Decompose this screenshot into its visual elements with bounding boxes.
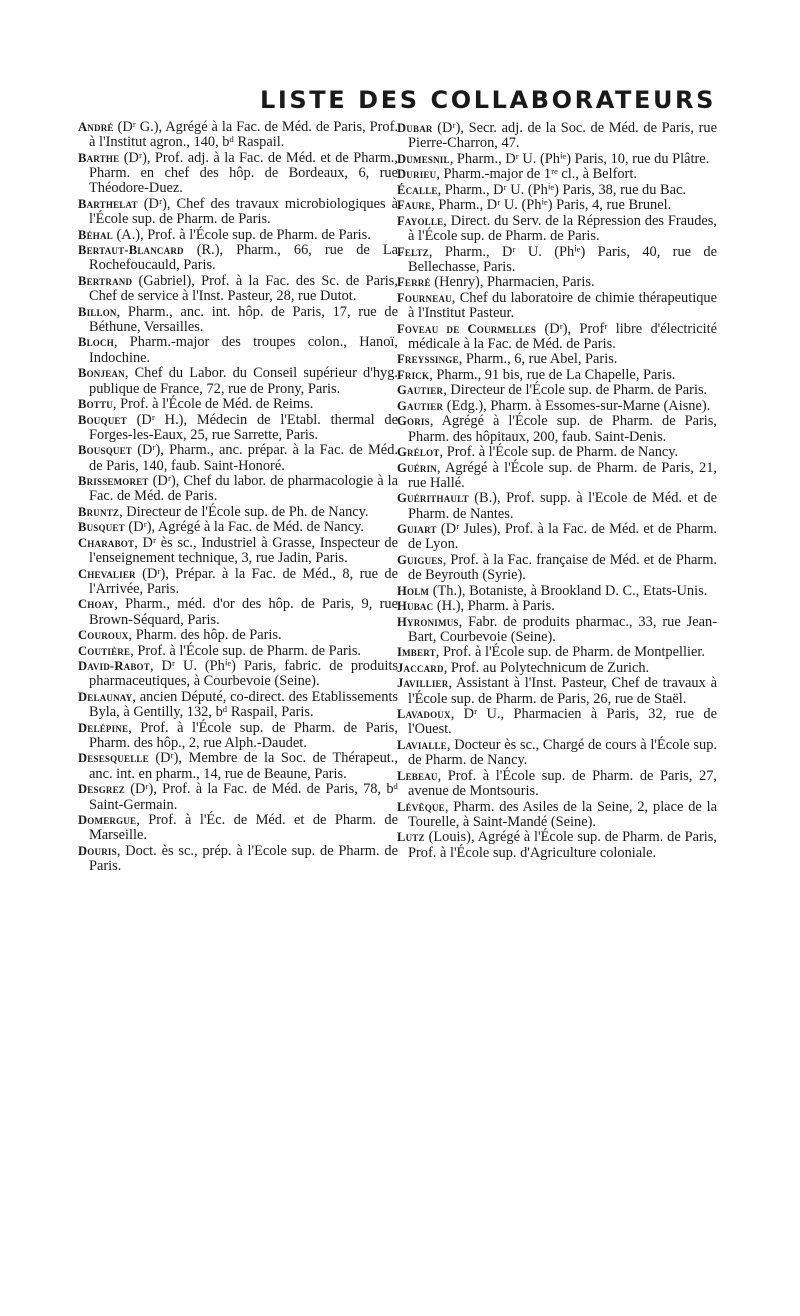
collaborator-entry <box>78 228 398 243</box>
collaborator-entry <box>397 167 717 182</box>
collaborator-entry <box>397 461 717 492</box>
collaborator-name: Desesquelle <box>78 751 149 766</box>
collaborator-entry <box>78 120 398 151</box>
collaborator-name: Imbert <box>397 645 436 660</box>
collaborator-details: , Fabr. de produits pharmac., 33, rue Jean-Bart, Courbevoie (Seine). <box>408 613 717 645</box>
collaborator-details: , Pharm.-major des troupes colon., Hanoï, Indochine. <box>89 334 398 366</box>
collaborator-details: , ancien Député, co-direct. des Etablissements Byla, à Gentilly, 132, bᵈ Raspail, Paris. <box>89 688 398 721</box>
collaborator-entry <box>397 599 717 614</box>
collaborator-entry <box>78 520 398 535</box>
collaborator-entry <box>397 491 717 522</box>
collaborator-details: (Louis), Agrégé à l'École sup. de Pharm. de Paris, Prof. à l'École sup. d'Agriculture coloniale. <box>408 829 717 861</box>
collaborator-name: Hubac <box>397 599 434 614</box>
collaborator-details: , Dʳ U., Pharmacien à Paris, 32, rue de l'Ouest. <box>408 706 717 738</box>
collaborator-entry <box>397 615 717 646</box>
collaborator-entry <box>397 198 717 213</box>
collaborator-entry <box>397 707 717 738</box>
collaborator-name: Javillier <box>397 676 449 691</box>
collaborator-details: (Dʳ), Profʳ libre d'électricité médicale à la Fac. de Méd. de Paris. <box>408 320 717 352</box>
collaborator-details: , Assistant à l'Inst. Pasteur, Chef de travaux à l'École sup. de Pharm. de Paris, 26, rue de Staël. <box>408 675 717 707</box>
collaborator-entry <box>78 536 398 567</box>
collaborator-entry <box>78 505 398 520</box>
collaborator-entry <box>397 645 717 660</box>
collaborator-name: Coutière <box>78 643 131 658</box>
collaborator-name: Lévêque <box>397 799 445 814</box>
collaborator-name: Guiart <box>397 522 437 537</box>
collaborator-entry <box>78 567 398 598</box>
collaborator-details: , Prof. à l'École sup. de Pharm. de Paris, 27, avenue de Montsouris. <box>408 767 717 800</box>
collaborator-entry <box>397 769 717 800</box>
collaborator-details: (Dʳ), Prépar. à la Fac. de Méd., 8, rue de l'Arrivée, Paris. <box>89 565 398 597</box>
collaborator-details: (B.), Prof. supp. à l'Ecole de Méd. et de Pharm. de Nantes. <box>408 490 717 522</box>
collaborator-entry <box>397 152 717 167</box>
collaborator-entry <box>78 751 398 782</box>
collaborator-details: (Dʳ), Prof. à la Fac. de Méd. de Paris, 78, bᵈ Saint-Germain. <box>89 781 398 813</box>
collaborator-entry <box>397 800 717 831</box>
collaborator-entry <box>78 397 398 412</box>
collaborator-name: Feltz <box>397 244 429 259</box>
collaborator-entry <box>78 305 398 336</box>
collaborator-entry <box>397 830 717 861</box>
right-column <box>397 121 717 861</box>
collaborator-details: , Pharm. des Asiles de la Seine, 2, place de la Tourelle, à Saint-Mandé (Seine). <box>408 798 717 830</box>
collaborator-entry <box>397 414 717 445</box>
collaborator-entry <box>78 597 398 628</box>
collaborator-name: Bonjean <box>78 366 125 381</box>
collaborator-details: (A.), Prof. à l'École sup. de Pharm. de Paris. <box>112 226 371 243</box>
collaborator-name: Écalle <box>397 182 438 197</box>
collaborator-details: , Prof. à l'École sup. de Pharm. de Paris, Pharm. des hôp., 2, rue Alph.-Daudet. <box>89 719 398 751</box>
collaborator-name: Faure <box>397 198 432 213</box>
collaborator-details: , Dʳ U. (Phⁱᵉ) Paris, fabric. de produits pharmaceutiques, à Courbevoie (Seine). <box>89 658 398 690</box>
collaborator-name: Ferré <box>397 275 431 290</box>
collaborator-name: Billon <box>78 304 117 319</box>
collaborator-name: Charabot <box>78 535 135 550</box>
collaborator-name: Jaccard <box>397 660 444 675</box>
collaborator-name: Bruntz <box>78 504 120 519</box>
collaborator-entry <box>78 844 398 875</box>
collaborator-name: Bousquet <box>78 443 133 458</box>
collaborator-entry <box>397 383 717 398</box>
collaborator-entry <box>397 245 717 276</box>
collaborator-entry <box>78 335 398 366</box>
collaborator-details: , Prof. à l'Éc. de Méd. et de Pharm. de Marseille. <box>89 812 398 844</box>
collaborator-entry <box>397 352 717 367</box>
collaborator-entry <box>78 659 398 690</box>
collaborator-entry <box>78 690 398 721</box>
collaborator-details: (Dʳ G.), Agrégé à la Fac. de Méd. de Paris, Prof. à l'Institut agron., 140, bᵈ Raspail. <box>89 119 398 151</box>
collaborator-entry <box>397 445 717 460</box>
collaborator-entry <box>78 366 398 397</box>
collaborator-details: , Prof. au Polytechnicum de Zurich. <box>443 659 650 676</box>
collaborator-entry <box>397 291 717 322</box>
collaborator-entry <box>397 322 717 353</box>
collaborator-details: (Henry), Pharmacien, Paris. <box>430 274 595 291</box>
collaborator-name: Gautier <box>397 398 444 413</box>
collaborator-details: , Pharm.-major de 1ʳᵉ cl., à Belfort. <box>436 166 637 183</box>
collaborator-entry <box>397 399 717 414</box>
collaborator-entry <box>78 813 398 844</box>
collaborator-details: , Chef du laboratoire de chimie thérapeutique à l'Institut Pasteur. <box>408 289 717 322</box>
collaborator-details: , Dʳ ès sc., Industriel à Grasse, Inspecteur de l'enseignement technique, 3, rue Jadin, Paris. <box>89 534 398 567</box>
collaborator-entry <box>78 413 398 444</box>
page-title: LISTE DES COLLABORATEURS <box>259 86 717 114</box>
collaborator-details: , Pharm., anc. int. hôp. de Paris, 17, rue de Béthune, Versailles. <box>89 303 398 335</box>
collaborator-entry <box>78 628 398 643</box>
collaborator-name: Bottu <box>78 397 113 412</box>
collaborator-entry <box>397 183 717 198</box>
collaborator-entry <box>397 553 717 584</box>
collaborator-entry <box>397 368 717 383</box>
collaborator-entry <box>397 676 717 707</box>
collaborator-name: Foveau de Courmelles <box>397 321 537 336</box>
collaborator-details: (Dʳ H.), Médecin de l'Etabl. thermal de Forges-les-Eaux, 25, rue Sarrette, Paris. <box>89 411 398 443</box>
collaborator-entry <box>78 443 398 474</box>
collaborator-details: , Pharm., méd. d'or des hôp. de Paris, 9, rue Brown-Séquard, Paris. <box>89 596 398 628</box>
collaborator-details: , Doct. ès sc., prép. à l'Ecole sup. de Pharm. de Paris. <box>89 842 398 875</box>
collaborator-details: (Dʳ), Chef du labor. de pharmacologie à la Fac. de Méd. de Paris. <box>89 473 398 505</box>
collaborator-entry <box>78 197 398 228</box>
collaborator-entry <box>397 584 717 599</box>
collaborator-details: , Prof. à l'École de Méd. de Reims. <box>112 396 314 413</box>
collaborator-name: Lebeau <box>397 768 438 783</box>
collaborator-name: André <box>78 120 114 134</box>
collaborator-name: Domergue <box>78 813 137 828</box>
collaborator-details: , Pharm., Dʳ U. (Phⁱᵉ) Paris, 4, rue Brunel. <box>431 197 672 214</box>
collaborator-details: (Dʳ Jules), Prof. à la Fac. de Méd. et de Pharm. de Lyon. <box>408 521 717 553</box>
collaborator-name: Guérithault <box>397 491 469 506</box>
collaborator-name: Goris <box>397 414 430 429</box>
collaborator-name: Lavadoux <box>397 707 451 722</box>
collaborator-details: , Prof. à la Fac. française de Méd. et de Pharm. de Beyrouth (Syrie). <box>408 551 717 584</box>
collaborator-entry <box>397 661 717 676</box>
collaborator-name: Couroux <box>78 628 129 643</box>
collaborator-details: , Direct. du Serv. de la Répression des Fraudes, à l'École sup. de Pharm. de Paris. <box>408 212 717 245</box>
collaborator-entry <box>397 275 717 290</box>
collaborator-details: , Agrégé à l'École sup. de Pharm. de Paris, Pharm. des hôpitaux, 200, faub. Saint-Denis. <box>408 413 717 445</box>
collaborator-entry <box>78 644 398 659</box>
collaborator-name: David-Rabot <box>78 659 150 674</box>
collaborator-name: Grélot <box>397 445 440 460</box>
collaborator-entry <box>397 214 717 245</box>
collaborator-details: (Dʳ), Prof. adj. à la Fac. de Méd. et de Pharm., Pharm. en chef des hôp. de Bordeaux, 6, rue Théodore-Duez. <box>89 149 398 197</box>
collaborator-name: Fayolle <box>397 213 444 228</box>
left-column <box>78 120 398 875</box>
collaborator-details: (Th.), Botaniste, à Brookland D. C., Etats-Unis. <box>429 582 708 599</box>
collaborator-name: Holm <box>397 583 430 598</box>
collaborator-name: Fourneau <box>397 290 452 305</box>
collaborator-entry <box>78 721 398 752</box>
collaborator-entry <box>397 121 717 152</box>
collaborator-name: Delépine <box>78 720 129 735</box>
collaborator-details: , Pharm., Dʳ U. (Phⁱᵉ) Paris, 10, rue du Plâtre. <box>449 150 710 167</box>
collaborator-entry <box>78 243 398 274</box>
collaborator-details: , Pharm., Dʳ U. (Phⁱᵉ) Paris, 40, rue de Bellechasse, Paris. <box>408 243 717 275</box>
collaborator-details: , Chef du Labor. du Conseil supérieur d'hyg. publique de France, 72, rue de Prony, Paris. <box>89 365 398 397</box>
collaborator-details: , Pharm., 91 bis, rue de La Chapelle, Paris. <box>429 366 676 383</box>
collaborator-details: (Dʳ), Secr. adj. de la Soc. de Méd. de Paris, rue Pierre-Charron, 47. <box>408 120 717 152</box>
collaborator-name: Gautier <box>397 383 444 398</box>
collaborator-details: , Directeur de l'École sup. de Pharm. de Paris. <box>443 382 708 399</box>
collaborator-name: Busquet <box>78 520 125 535</box>
collaborator-name: Chevalier <box>78 566 136 581</box>
collaborator-details: (R.), Pharm., 66, rue de La Rochefoucauld, Paris. <box>89 242 398 274</box>
collaborator-name: Guérin <box>397 460 437 475</box>
collaborator-name: Dumesnil <box>397 151 450 166</box>
collaborator-details: , Prof. à l'École sup. de Pharm. de Nancy. <box>439 444 679 461</box>
collaborator-name: Béhal <box>78 227 113 242</box>
collaborator-details: , Pharm., Dʳ U. (Phⁱᵉ) Paris, 38, rue du Bac. <box>437 181 687 198</box>
collaborator-name: Delaunay <box>78 689 133 704</box>
collaborator-details: , Prof. à l'École sup. de Pharm. de Montpellier. <box>435 644 705 661</box>
collaborator-details: (Dʳ), Agrégé à la Fac. de Méd. de Nancy. <box>124 519 364 536</box>
collaborator-details: (Gabriel), Prof. à la Fac. des Sc. de Paris, Chef de service à l'Inst. Pasteur, 28, rue Dutot. <box>89 272 398 305</box>
collaborator-entry <box>78 151 398 197</box>
collaborator-name: Bouquet <box>78 412 127 427</box>
collaborator-details: (Dʳ), Chef des travaux microbiologiques à l'École sup. de Pharm. de Paris. <box>89 195 398 228</box>
collaborator-name: Bloch <box>78 335 114 350</box>
collaborator-details: , Docteur ès sc., Chargé de cours à l'École sup. de Pharm. de Nancy. <box>408 736 717 769</box>
collaborator-details: (H.), Pharm. à Paris. <box>433 598 555 615</box>
collaborator-name: Bertaut-Blancard <box>78 243 184 258</box>
collaborator-name: Choay <box>78 597 115 612</box>
collaborator-entry <box>78 474 398 505</box>
collaborator-name: Lutz <box>397 830 425 845</box>
collaborator-name: Desgrez <box>78 782 126 797</box>
collaborator-name: Douris <box>78 843 117 858</box>
collaborator-details: , Agrégé à l'École sup. de Pharm. de Paris, 21, rue Hallé. <box>408 459 717 491</box>
collaborator-name: Guigues <box>397 552 443 567</box>
collaborator-name: Barthe <box>78 150 120 165</box>
collaborator-entry <box>397 522 717 553</box>
collaborator-name: Bertrand <box>78 273 133 288</box>
collaborator-entry <box>78 274 398 305</box>
collaborator-name: Freyssinge <box>397 352 459 367</box>
collaborator-entry <box>78 782 398 813</box>
collaborator-details: (Edg.), Pharm. à Essomes-sur-Marne (Aisne). <box>443 397 711 414</box>
collaborator-name: Frick <box>397 367 430 382</box>
collaborator-name: Dubar <box>397 121 433 135</box>
collaborator-name: Lavialle <box>397 737 447 752</box>
collaborator-details: , Directeur de l'École sup. de Ph. de Nancy. <box>119 503 369 520</box>
collaborator-details: , Pharm., 6, rue Abel, Paris. <box>458 351 618 368</box>
collaborator-details: , Prof. à l'École sup. de Pharm. de Paris. <box>130 642 362 659</box>
collaborator-details: (Dʳ), Membre de la Soc. de Thérapeut., anc. int. en pharm., 14, rue de Beaune, Paris. <box>89 750 398 782</box>
collaborator-details: (Dʳ), Pharm., anc. prépar. à la Fac. de Méd. de Paris, 140, faub. Saint-Honoré. <box>89 442 398 474</box>
collaborator-name: Brissemoret <box>78 474 149 489</box>
collaborator-name: Hyronimus <box>397 614 459 629</box>
collaborator-name: Barthelat <box>78 196 138 211</box>
collaborator-name: Durieu <box>397 167 437 182</box>
collaborator-entry <box>397 738 717 769</box>
collaborator-details: , Pharm. des hôp. de Paris. <box>128 627 282 644</box>
